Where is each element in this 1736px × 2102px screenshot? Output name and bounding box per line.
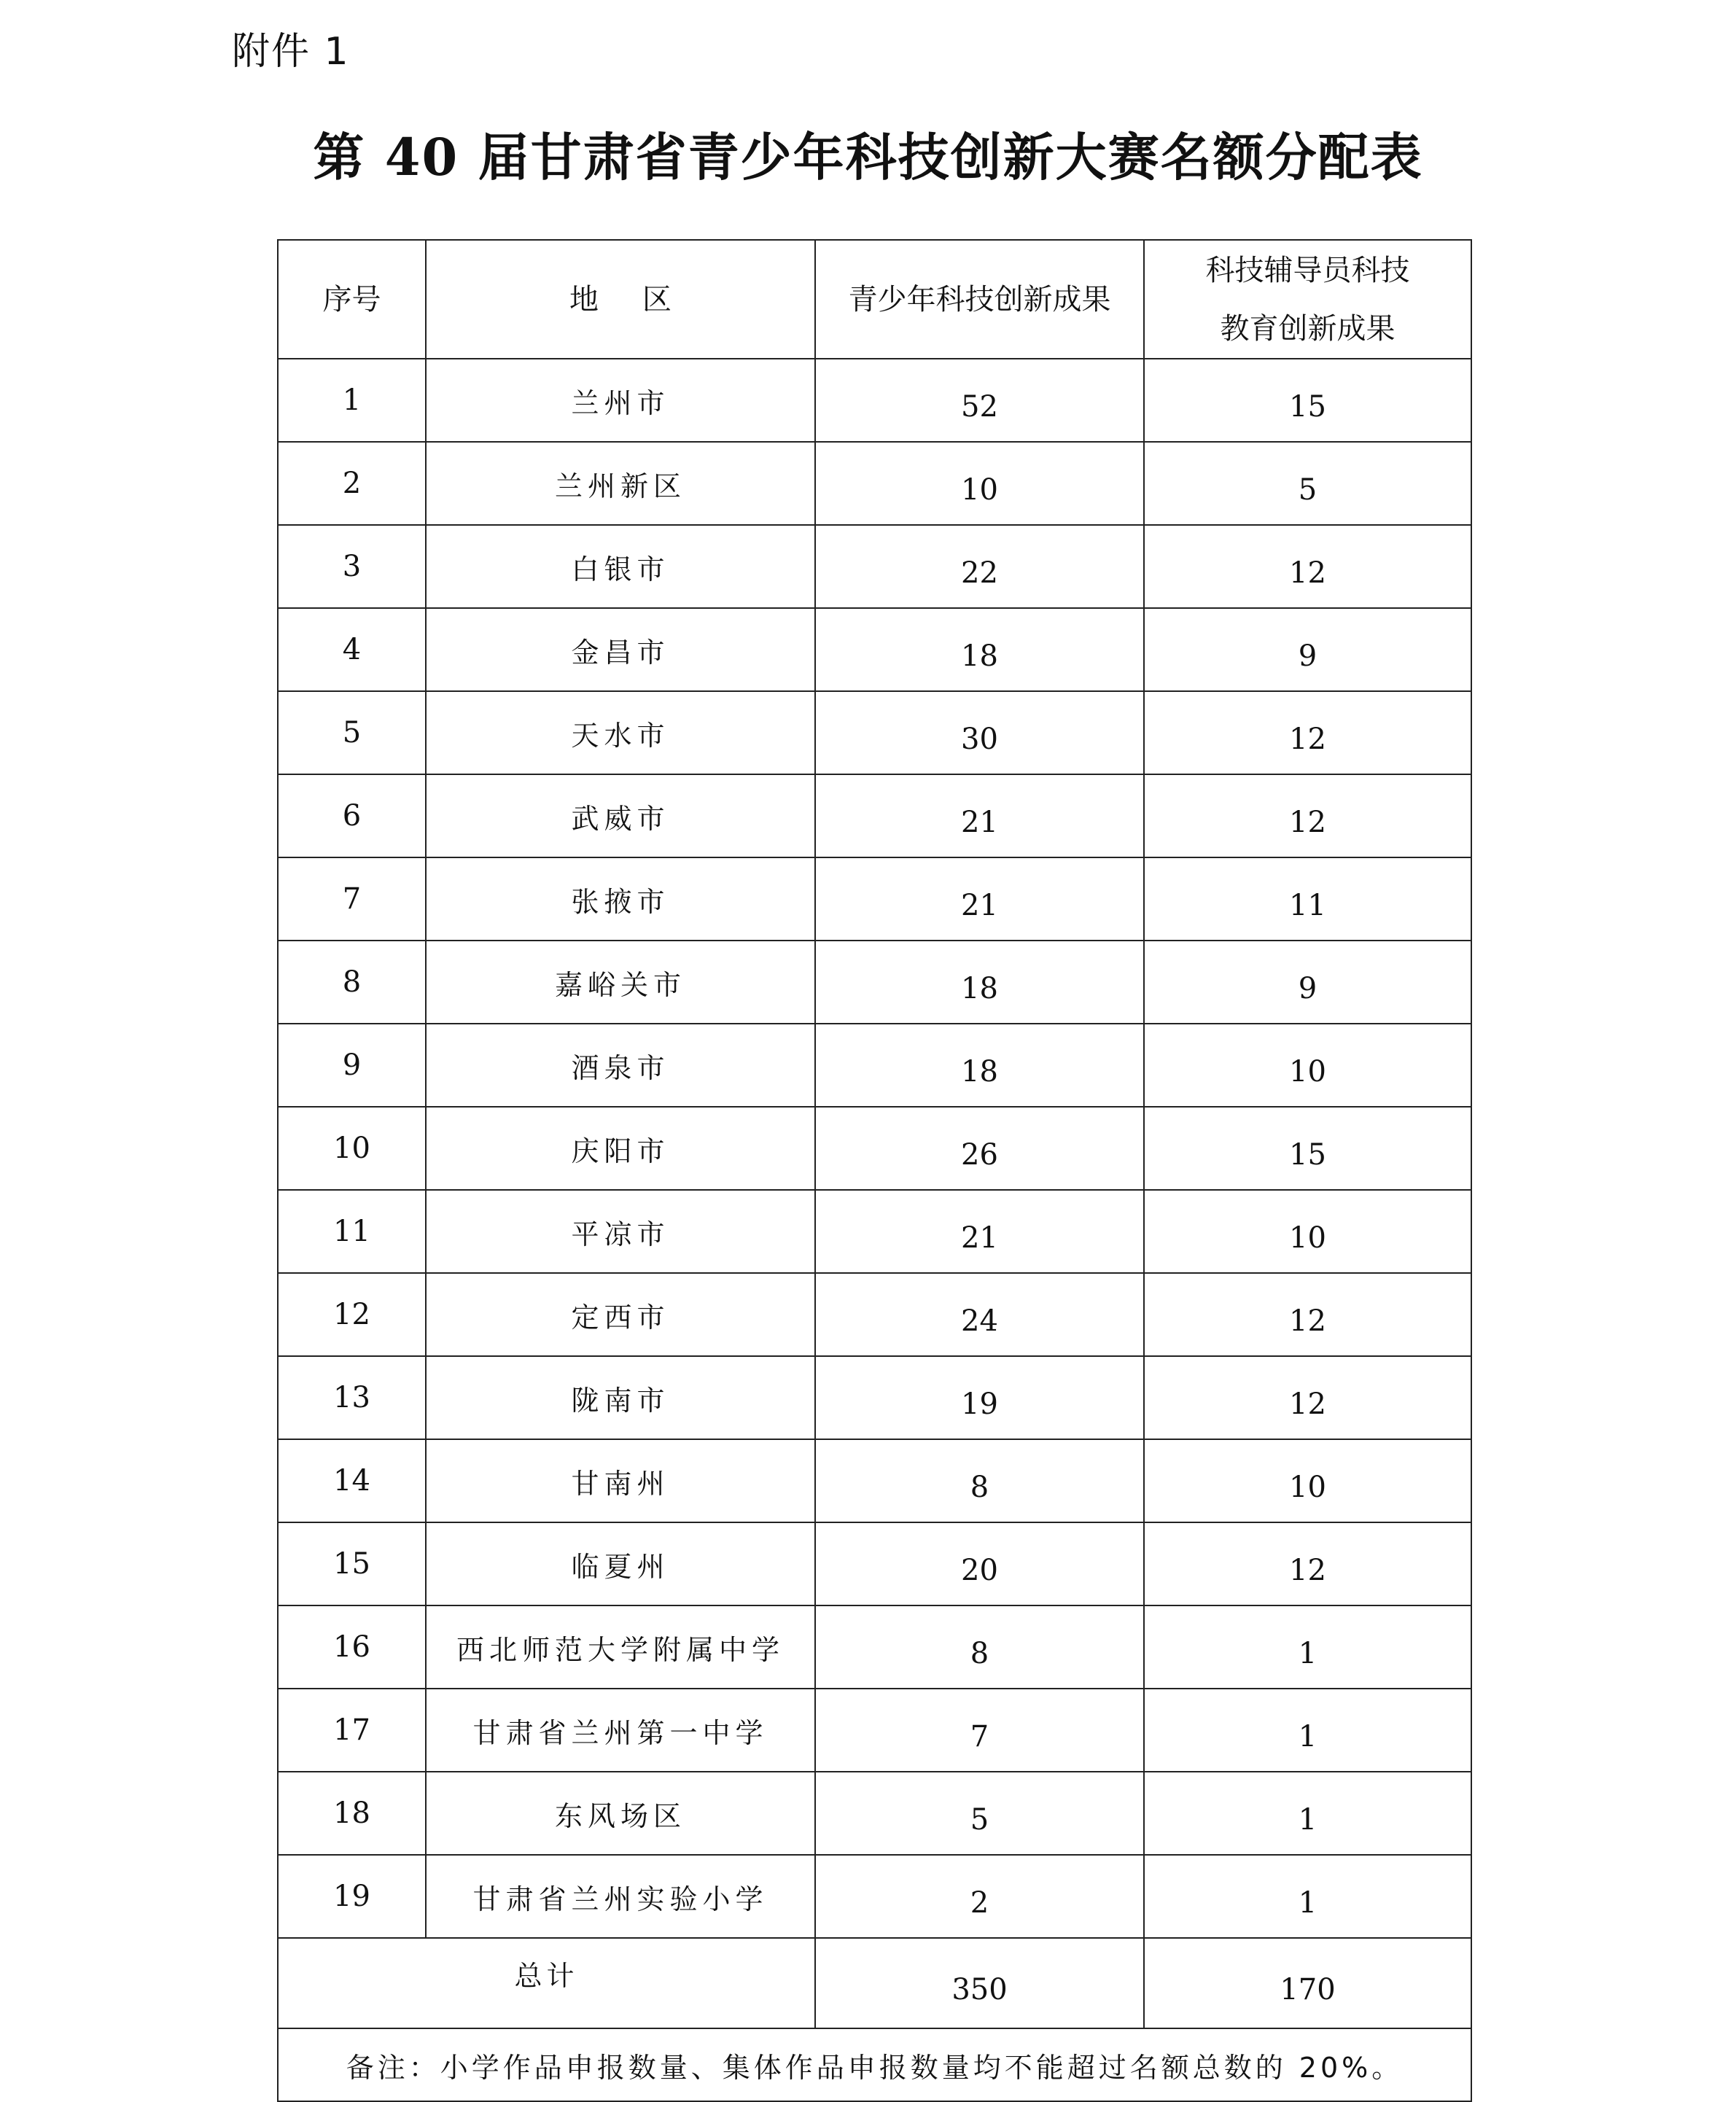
row-tutor-quota: 12 <box>1144 1273 1471 1356</box>
row-number: 3 <box>278 525 426 608</box>
table-row <box>278 608 1471 691</box>
row-tutor-quota: 12 <box>1144 1522 1471 1605</box>
row-tutor-quota: 9 <box>1144 941 1471 1024</box>
row-tutor-quota: 10 <box>1144 1439 1471 1522</box>
total-tutor: 170 <box>1144 1938 1471 2028</box>
total-row <box>278 1938 1471 2028</box>
note-row <box>278 2028 1471 2101</box>
row-number: 19 <box>278 1855 426 1938</box>
header-tutor-achievements <box>1144 240 1471 359</box>
table-row <box>278 1190 1471 1273</box>
row-youth-quota: 52 <box>815 359 1144 442</box>
table-row <box>278 941 1471 1024</box>
header-youth-achievements: 青少年科技创新成果 <box>815 240 1144 359</box>
row-youth-quota: 8 <box>815 1605 1144 1689</box>
row-tutor-quota: 12 <box>1144 1356 1471 1439</box>
row-youth-quota: 20 <box>815 1522 1144 1605</box>
table-header-row <box>278 240 1471 359</box>
table-row <box>278 691 1471 774</box>
table-row <box>278 1855 1471 1938</box>
row-youth-quota: 22 <box>815 525 1144 608</box>
attachment-label: 附件 1 <box>232 30 350 74</box>
row-tutor-quota: 10 <box>1144 1024 1471 1107</box>
row-tutor-quota: 11 <box>1144 857 1471 941</box>
row-number: 9 <box>278 1024 426 1107</box>
row-tutor-quota: 15 <box>1144 1107 1471 1190</box>
note-text: 备注：小学作品申报数量、集体作品申报数量均不能超过名额总数的 20%。 <box>278 2028 1471 2101</box>
table-row <box>278 442 1471 525</box>
row-youth-quota: 21 <box>815 857 1144 941</box>
table-row <box>278 774 1471 857</box>
row-region: 兰州新区 <box>426 442 815 525</box>
header-tutor-line1: 科技辅导员科技 <box>1205 253 1410 287</box>
row-region: 甘肃省兰州实验小学 <box>426 1855 815 1938</box>
row-region: 庆阳市 <box>426 1107 815 1190</box>
document-title: 第 40 届甘肃省青少年科技创新大赛名额分配表 <box>313 127 1423 187</box>
row-region: 甘南州 <box>426 1439 815 1522</box>
header-no: 序号 <box>278 240 426 359</box>
row-region: 嘉峪关市 <box>426 941 815 1024</box>
table-row <box>278 1107 1471 1190</box>
row-region: 平凉市 <box>426 1190 815 1273</box>
row-youth-quota: 18 <box>815 941 1144 1024</box>
row-youth-quota: 10 <box>815 442 1144 525</box>
row-region: 东风场区 <box>426 1772 815 1855</box>
row-region: 甘肃省兰州第一中学 <box>426 1689 815 1772</box>
row-region: 金昌市 <box>426 608 815 691</box>
row-region: 天水市 <box>426 691 815 774</box>
table-row <box>278 359 1471 442</box>
row-number: 13 <box>278 1356 426 1439</box>
quota-table <box>277 239 1472 2102</box>
row-region: 定西市 <box>426 1273 815 1356</box>
table-row <box>278 1605 1471 1689</box>
total-youth: 350 <box>815 1938 1144 2028</box>
row-youth-quota: 7 <box>815 1689 1144 1772</box>
row-youth-quota: 21 <box>815 1190 1144 1273</box>
row-number: 4 <box>278 608 426 691</box>
row-region: 武威市 <box>426 774 815 857</box>
row-region: 临夏州 <box>426 1522 815 1605</box>
row-number: 11 <box>278 1190 426 1273</box>
row-number: 10 <box>278 1107 426 1190</box>
row-tutor-quota: 15 <box>1144 359 1471 442</box>
row-tutor-quota: 5 <box>1144 442 1471 525</box>
row-tutor-quota: 1 <box>1144 1605 1471 1689</box>
row-youth-quota: 24 <box>815 1273 1144 1356</box>
row-youth-quota: 30 <box>815 691 1144 774</box>
table-body <box>278 359 1471 1938</box>
row-tutor-quota: 1 <box>1144 1855 1471 1938</box>
row-tutor-quota: 12 <box>1144 525 1471 608</box>
table-row <box>278 1356 1471 1439</box>
row-region: 兰州市 <box>426 359 815 442</box>
row-tutor-quota: 1 <box>1144 1689 1471 1772</box>
row-region: 白银市 <box>426 525 815 608</box>
row-number: 14 <box>278 1439 426 1522</box>
row-region: 张掖市 <box>426 857 815 941</box>
row-region: 酒泉市 <box>426 1024 815 1107</box>
row-tutor-quota: 10 <box>1144 1190 1471 1273</box>
row-tutor-quota: 9 <box>1144 608 1471 691</box>
table-row <box>278 857 1471 941</box>
row-number: 15 <box>278 1522 426 1605</box>
table-row <box>278 1439 1471 1522</box>
row-number: 7 <box>278 857 426 941</box>
header-region: 地区 <box>426 240 815 359</box>
row-tutor-quota: 1 <box>1144 1772 1471 1855</box>
row-youth-quota: 21 <box>815 774 1144 857</box>
row-tutor-quota: 12 <box>1144 774 1471 857</box>
table-row <box>278 1273 1471 1356</box>
row-number: 2 <box>278 442 426 525</box>
row-number: 16 <box>278 1605 426 1689</box>
row-number: 12 <box>278 1273 426 1356</box>
row-number: 1 <box>278 359 426 442</box>
row-youth-quota: 8 <box>815 1439 1144 1522</box>
row-youth-quota: 2 <box>815 1855 1144 1938</box>
row-number: 8 <box>278 941 426 1024</box>
table-row <box>278 1689 1471 1772</box>
row-youth-quota: 5 <box>815 1772 1144 1855</box>
header-tutor-line2: 教育创新成果 <box>1220 311 1396 346</box>
row-number: 18 <box>278 1772 426 1855</box>
row-number: 6 <box>278 774 426 857</box>
row-number: 17 <box>278 1689 426 1772</box>
row-youth-quota: 18 <box>815 1024 1144 1107</box>
table-row <box>278 1522 1471 1605</box>
row-region: 陇南市 <box>426 1356 815 1439</box>
total-label: 总计 <box>278 1938 815 2028</box>
table-row <box>278 525 1471 608</box>
row-youth-quota: 19 <box>815 1356 1144 1439</box>
row-tutor-quota: 12 <box>1144 691 1471 774</box>
row-number: 5 <box>278 691 426 774</box>
row-youth-quota: 26 <box>815 1107 1144 1190</box>
table-row <box>278 1772 1471 1855</box>
row-youth-quota: 18 <box>815 608 1144 691</box>
table-row <box>278 1024 1471 1107</box>
row-region: 西北师范大学附属中学 <box>426 1605 815 1689</box>
